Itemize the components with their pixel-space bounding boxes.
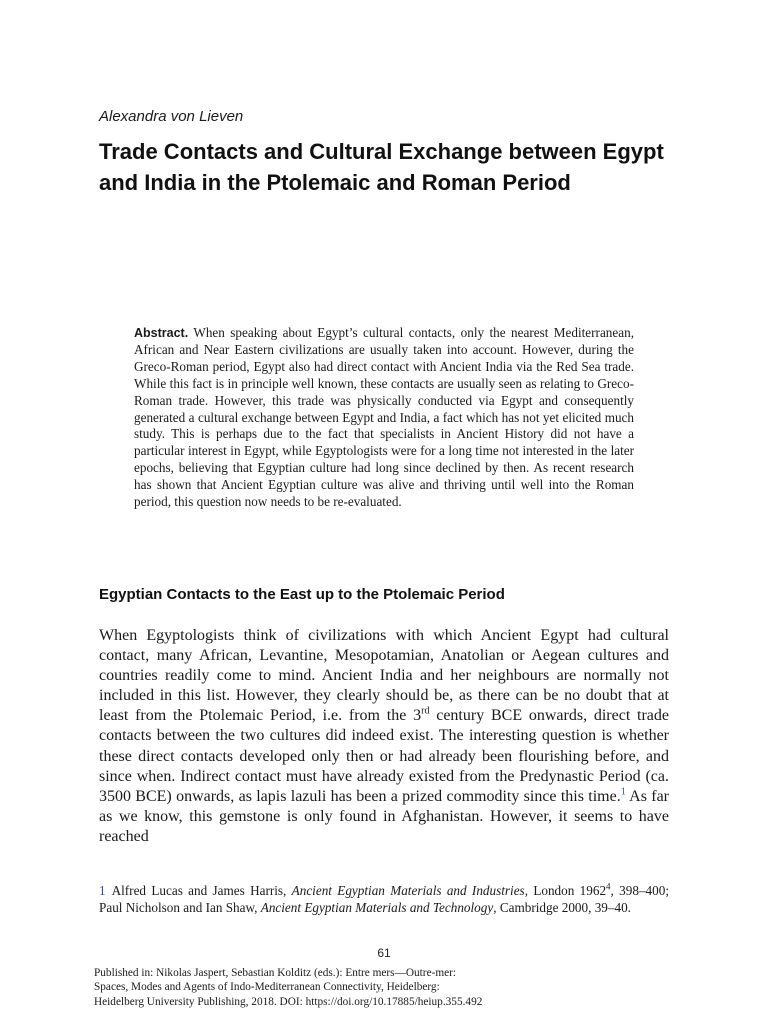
footnote-text-1: Alfred Lucas and James Harris, (111, 883, 292, 898)
footnote-edition-superscript: 4 (606, 881, 611, 892)
body-text-part2: century BCE onwards, direct trade contacts between the two cultures did indeed exist. The interesting question is whether these direct contacts developed only then or had already been flourishing before, and since when. Indirect contact must have already existed from the Predynastic Period (ca. 3500 BCE) onwards, as lapis lazuli has been a prized commodity since this time. (99, 707, 670, 805)
footnote-book-title-1: Ancient Egyptian Materials and Industries (291, 883, 525, 898)
footnote-book-title-2: Ancient Egyptian Materials and Technology (260, 900, 494, 915)
abstract-text: When speaking about Egypt’s cultural contacts, only the nearest Mediterranean, African and Near Eastern civilizations are usually taken into account. However, during the Greco-Roman period, Egypt also had direct contact with Ancient India via the Red Sea trade. While this fact is in principle well known, these contacts are usually seen as relating to Greco-Roman trade. However, this trade was physically conducted via Egypt and consequently generated a cultural exchange between Egypt and India, a fact which has not yet elicited much study. This is perhaps due to the fact that specialists in Ancient History did not have a particular interest in Egypt, while Egyptologists were for a long time not interested in the later epochs, believing that Egyptian culture had long since declined by then. As recent research has shown that Ancient Egyptian culture was alive and thriving until well into the Roman period, this question now needs to be re-evaluated. (134, 325, 634, 510)
publication-info-line: Heidelberg University Publishing, 2018. DOI: https://doi.org/10.17885/heiup.355.492 (94, 995, 483, 1008)
page-number: 61 (377, 946, 391, 960)
abstract-label: Abstract. (134, 326, 189, 340)
publication-info (94, 966, 694, 1009)
author-name: Alexandra von Lieven (99, 108, 244, 125)
article-title: Trade Contacts and Cultural Exchange between Egypt and India in the Ptolemaic and Roman Period (99, 139, 664, 195)
section-heading: Egyptian Contacts to the East up to the Ptolemaic Period (99, 586, 505, 603)
footnote-number-link[interactable]: 1 (99, 883, 106, 898)
body-paragraph (99, 626, 669, 847)
abstract (134, 325, 634, 511)
footnote-text-2: , London 1962 (524, 883, 607, 898)
footnote-text-3: , 398–400; Paul Nicholson and Ian Shaw, (99, 883, 669, 915)
body-text-part3: As far as we know, this gemstone is only found in Afghanistan. However, it seems to have reached (99, 787, 669, 845)
footnote-reference-link[interactable]: 1 (620, 786, 626, 798)
publication-info-line: Spaces, Modes and Agents of Indo-Mediterranean Connectivity, Heidelberg: (94, 981, 440, 994)
superscript-rd: rd (421, 706, 430, 718)
footnote (99, 882, 669, 916)
publication-info-line: Published in: Nikolas Jaspert, Sebastian Kolditz (eds.): Entre mers—Outre-mer: (94, 967, 457, 979)
footnote-text-4: , Cambridge 2000, 39–40. (493, 900, 631, 915)
body-text-part1: When Egyptologists think of civilizations with which Ancient Egypt had cultural contact, many African, Levantine, Mesopotamian, Anatolian or Aegean cultures and countries readily come to mind. Ancient India and her neighbours are normally not included in this list. However, they clearly should be, as there can be no doubt that at least from the Ptolemaic Period, i.e. from the 3 (99, 627, 669, 725)
